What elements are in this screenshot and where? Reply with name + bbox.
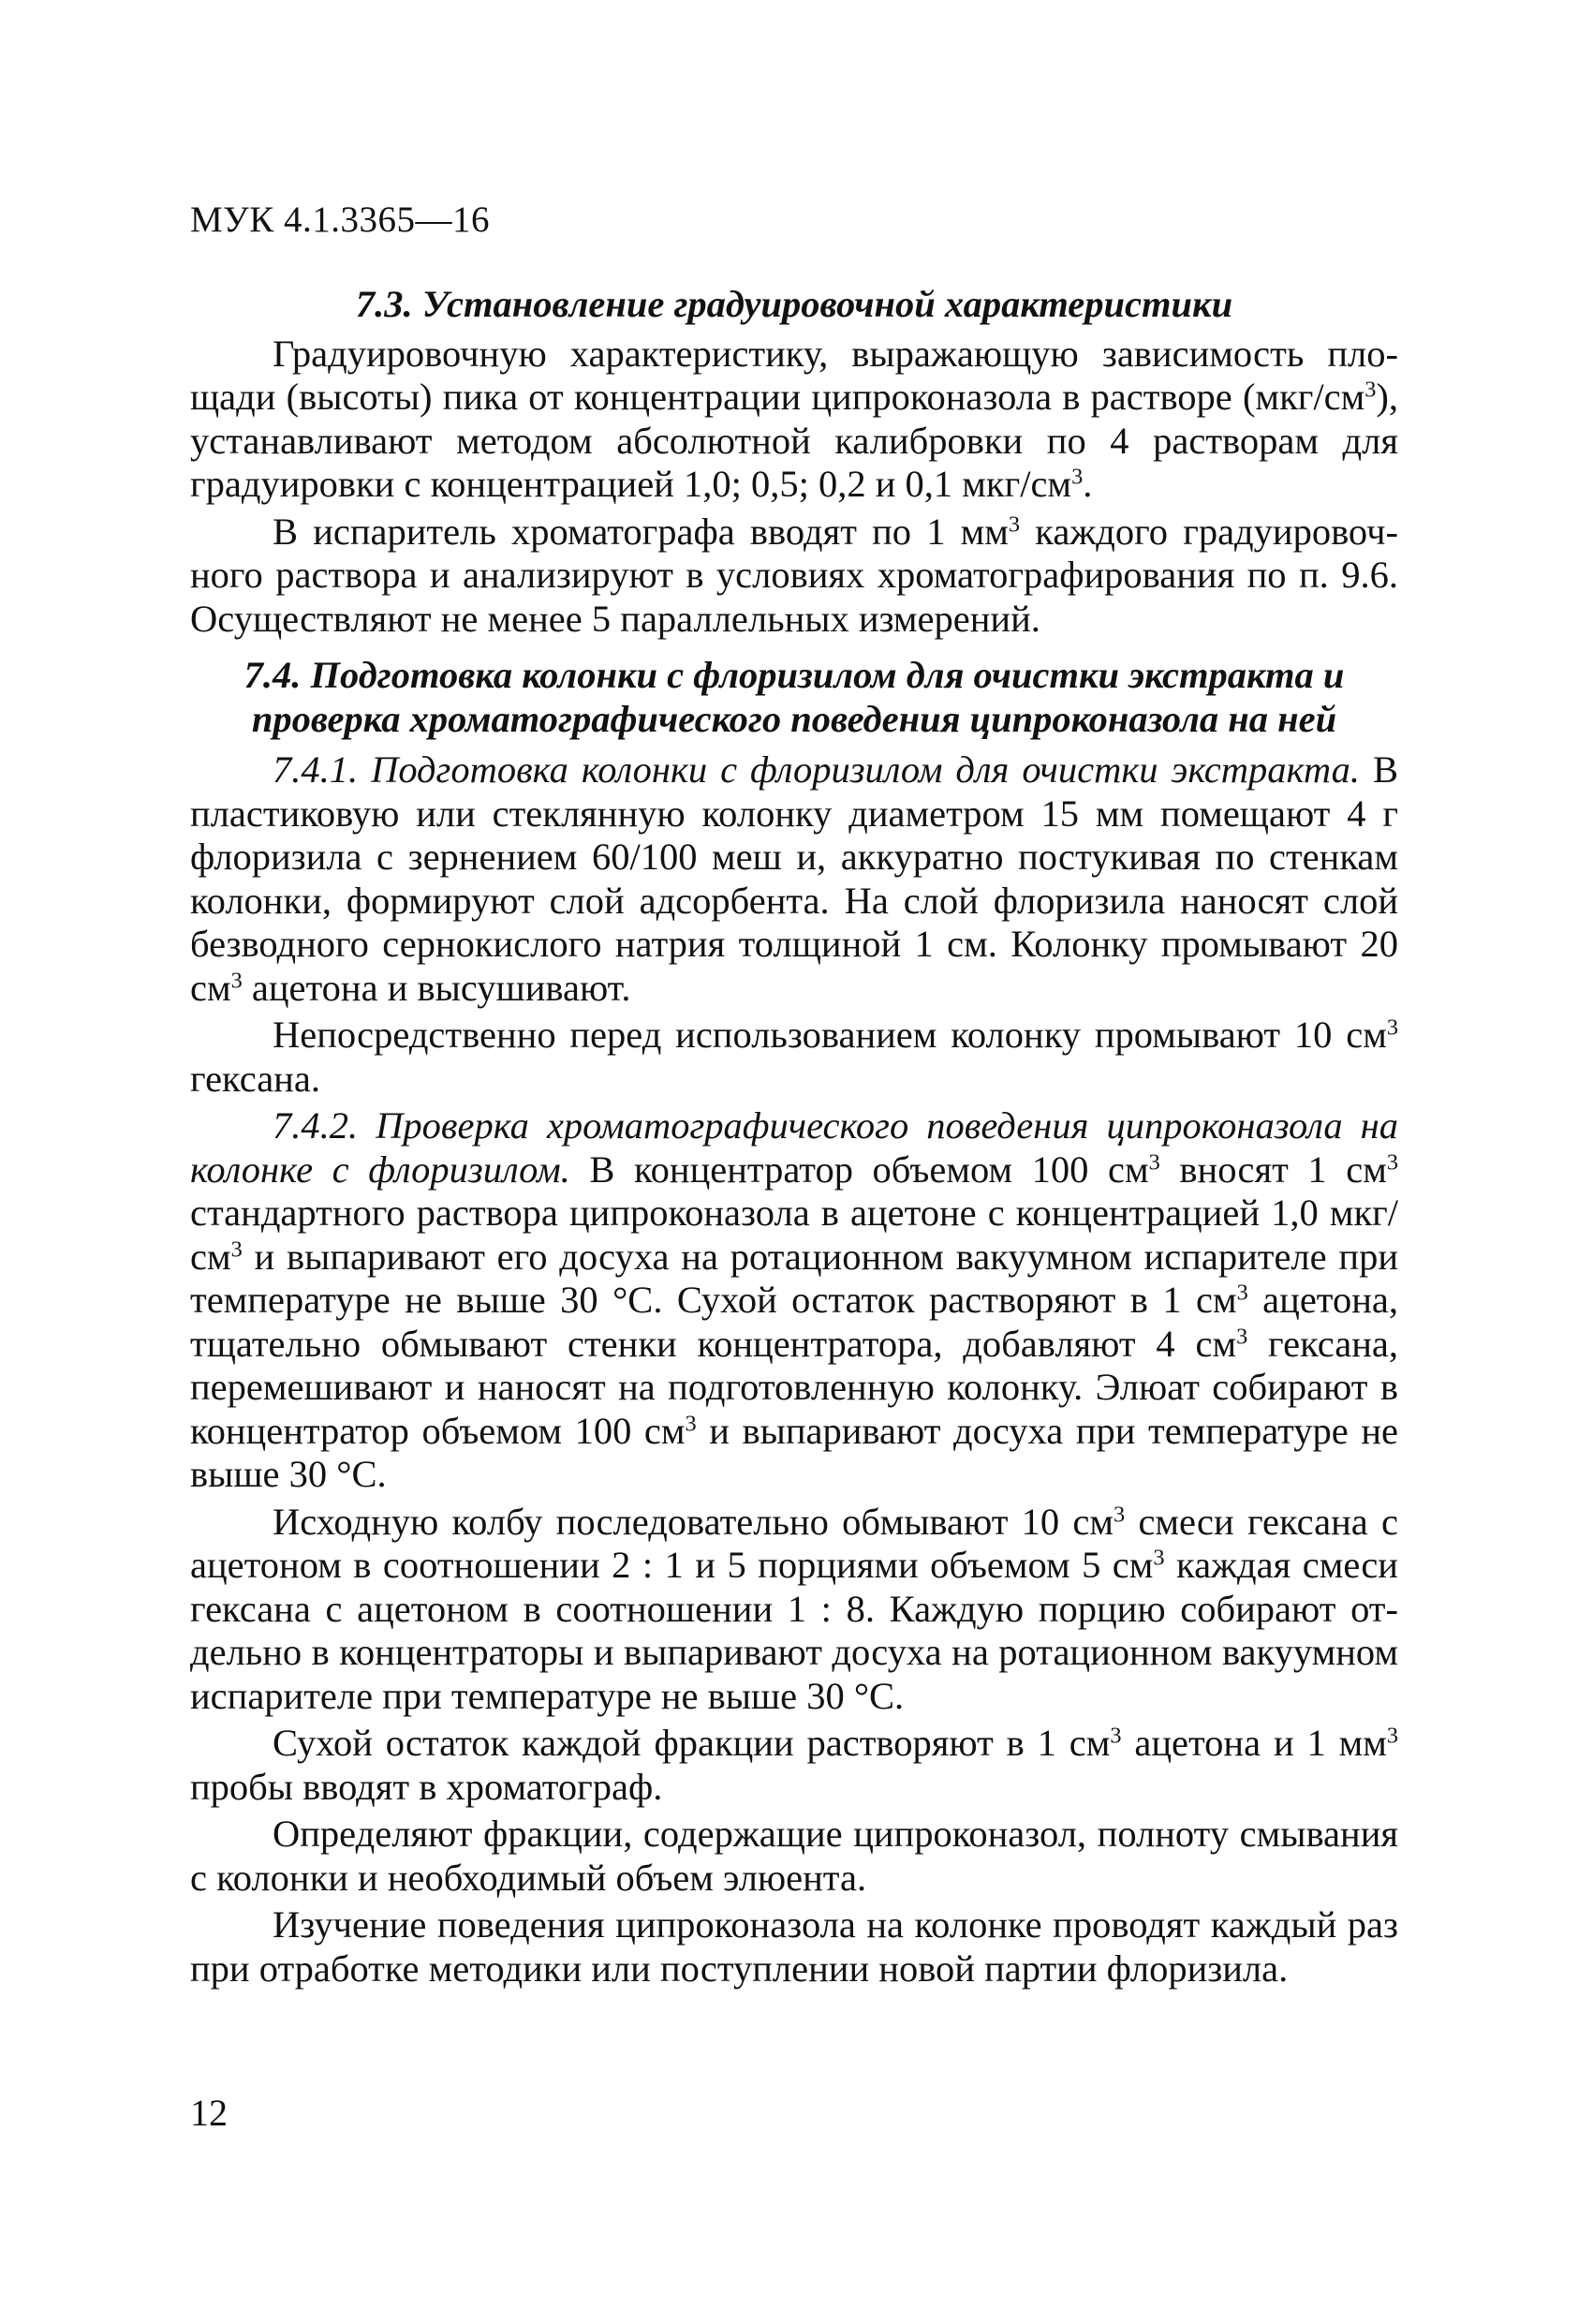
superscript: 3 [230, 1236, 243, 1263]
text-run: и выпаривают его досуха на ротационном вакуумном испарителе при температуре не выше 30 °С. Сухой остаток растворяют в 1 см [190, 1235, 1398, 1321]
section-7-4-1-paragraph [190, 748, 1398, 1010]
section-7-4-2-paragraph-3 [190, 1722, 1398, 1809]
text-run: ацетона и высушивают. [242, 966, 631, 1009]
superscript: 3 [1386, 1149, 1399, 1176]
text-run: В концентратор объемом 100 см [569, 1147, 1149, 1191]
text-run: стандартного раствора ципроконазола в ацетоне с концентрацией 1,0 мкг/см [190, 1192, 1398, 1278]
section-7-3-paragraph-2 [190, 511, 1398, 642]
section-7-4-title-line-1: 7.4. Подготовка колонки с флоризилом для очистки экстракта и [243, 654, 1345, 696]
text-run: смеси гексана с ацетоном в соотношении 2 : 1 и 5 порциями объемом 5 см [190, 1500, 1398, 1586]
section-7-3-title: 7.3. Установление градуировочной характеристики [355, 283, 1233, 325]
text-run: ), устанавливают методом абсолютной калибровки по 4 растворам для градуировки с концентрацией 1,0; 0,5; 0,2 и 0,1 мкг/см [190, 376, 1398, 505]
text-run: Сухой остаток каждой фракции растворяют в 1 см [273, 1722, 1111, 1764]
superscript: 3 [685, 1411, 697, 1437]
text-run: Градуировочную характеристику, выражающую зависимость площади (высоты) пика от концентрации ципроконазола в растворе (мкг/см [190, 332, 1398, 418]
superscript: 3 [1008, 511, 1021, 538]
section-7-4-1-paragraph-2 [190, 1014, 1398, 1101]
superscript: 3 [1114, 1502, 1126, 1528]
section-7-3-paragraph-1 [190, 333, 1398, 507]
section-7-4-title [190, 654, 1398, 741]
superscript: 3 [1148, 1149, 1160, 1176]
text-run: гексана. [190, 1057, 320, 1100]
superscript: 3 [1110, 1723, 1122, 1749]
text-run: ацетона, тщательно обмывают стенки концентратора, добавляют 4 см [190, 1279, 1398, 1365]
text-run: В пластиковую или стеклянную колонку диаметром 15 мм помещают 4 г флоризила с зернением 60/100 меш и, аккуратно постукивая по стенкам колонки, формируют слой адсорбента. На слой флоризила наносят слой безводного сернокислого натрия толщиной 1 см. Колонку промывают 20 см [190, 748, 1398, 1009]
text-run: Непосредственно перед использованием колонку промывают 10 см [273, 1014, 1387, 1056]
document-code-header: МУК 4.1.3365—16 [190, 200, 491, 240]
text-run: В испаритель хроматографа вводят по 1 мм [273, 510, 1009, 553]
text-run: . [1083, 463, 1093, 505]
text-run: пробы вводят в хроматограф. [190, 1765, 663, 1808]
text-run: и выпаривают досуха при температуре не выше 30 °С. [190, 1409, 1398, 1495]
subsection-7-4-2-heading: 7.4.2. Проверка хроматографического поведения ципроконазола на колонке с флоризилом. [190, 1104, 1398, 1191]
superscript: 3 [230, 968, 243, 994]
page-number: 12 [190, 2092, 228, 2134]
document-body [190, 283, 1398, 1994]
superscript: 3 [1153, 1545, 1165, 1571]
subsection-7-4-1-heading: 7.4.1. Подготовка колонки с флоризилом для очистки экстракта. [273, 748, 1361, 791]
text-run: ацетона и 1 мм [1121, 1722, 1387, 1764]
text-run: вносят 1 см [1159, 1147, 1387, 1191]
section-7-4-2-paragraph-4: Определяют фракции, содержащие ципроконазол, полноту смывания с колонки и необходимый объем элюента. [190, 1813, 1398, 1899]
section-7-4-2-paragraph [190, 1104, 1398, 1497]
superscript: 3 [1071, 464, 1084, 490]
text-run: каждая смеси гексана с ацетоном в соотношении 1 : 8. Каждую порцию собирают отдельно в концентраторы и выпаривают досуха на ротационном вакуумном испарителе при температуре не выше 30 °С. [190, 1544, 1398, 1717]
section-7-4-2-paragraph-5: Изучение поведения ципроконазола на колонке проводят каждый раз при отработке методики или поступлении новой партии флоризила. [190, 1903, 1398, 1990]
section-7-4-title-line-2: проверка хроматографического поведения ципроконазола на ней [251, 697, 1337, 740]
superscript: 3 [1364, 377, 1377, 403]
superscript: 3 [1386, 1014, 1398, 1041]
superscript: 3 [1386, 1723, 1399, 1749]
section-7-4-2-paragraph-2 [190, 1501, 1398, 1719]
text-run: гексана, перемешивают и наносят на подготовленную колонку. Элюат собирают в концентратор объемом 100 см [190, 1322, 1398, 1452]
text-run: Исходную колбу последовательно обмывают 10 см [273, 1500, 1114, 1543]
superscript: 3 [1236, 1280, 1248, 1306]
superscript: 3 [1236, 1324, 1248, 1350]
text-run: каждого градуировочного раствора и анализируют в условиях хроматографирования по п. 9.6. Осуществляют не менее 5 параллельных измерений. [190, 510, 1398, 640]
